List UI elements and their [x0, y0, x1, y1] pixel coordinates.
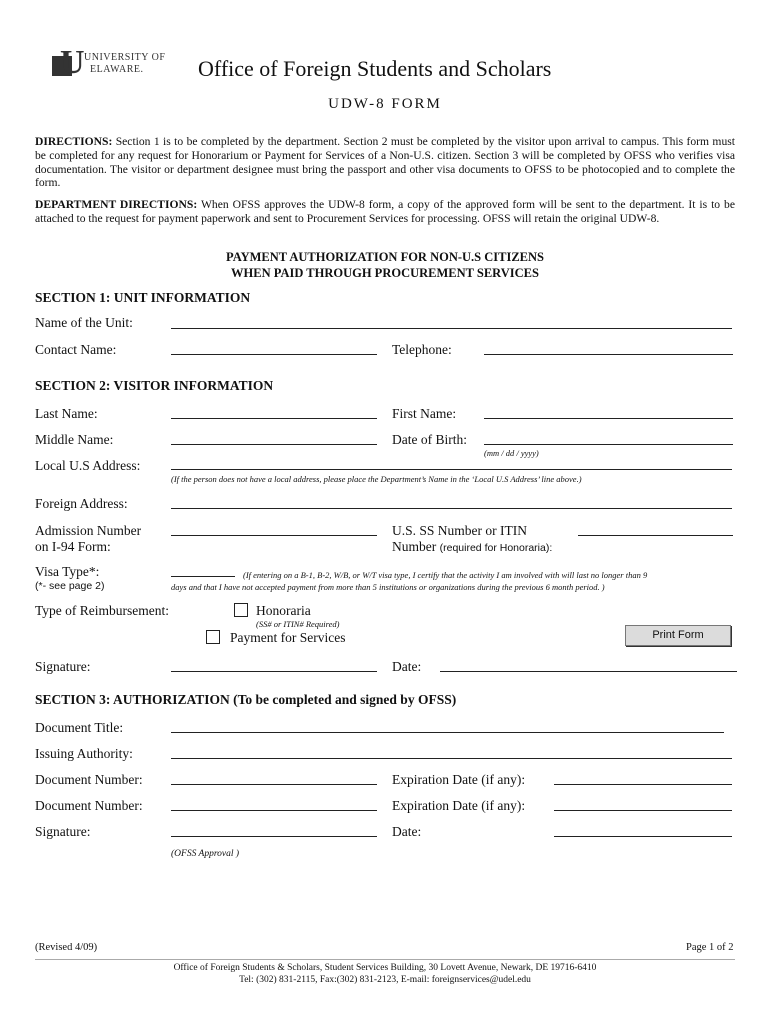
admission-number-label-2: on I-94 Form: [35, 539, 111, 554]
reimbursement-type-label: Type of Reimbursement: [35, 603, 170, 618]
visitor-date-label: Date: [392, 659, 422, 674]
section-2-title: SECTION 2: VISITOR INFORMATION [35, 378, 274, 393]
ssn-hint: (required for Honoraria): [439, 542, 553, 554]
visa-certification-line-2: days and that I have not accepted payment from more than 5 institutions or organizations during the previous 6 month period. ) [171, 582, 605, 592]
middle-name-label: Middle Name: [35, 432, 114, 447]
local-address-label: Local U.S Address: [35, 458, 141, 473]
ssn-field[interactable] [578, 535, 733, 536]
document-title-field[interactable] [171, 732, 724, 733]
ssn-label-1: U.S. SS Number or ITIN [392, 523, 527, 538]
last-name-label: Last Name: [35, 406, 98, 421]
first-name-label: First Name: [392, 406, 457, 421]
ofss-date-label: Date: [392, 824, 422, 839]
ofss-signature-field[interactable] [171, 836, 377, 837]
ssn-label-2 [392, 539, 552, 555]
issuing-authority-field[interactable] [171, 758, 732, 759]
honoraria-checkbox[interactable] [234, 603, 248, 617]
page-number: Page 1 of 2 [686, 942, 734, 953]
ssn-label-2-text: Number [392, 539, 437, 554]
document-number-2-field[interactable] [171, 810, 377, 811]
local-address-hint: (If the person does not have a local address, please place the Department’s Name in the ‘Local U.S Address’ line above.) [171, 474, 582, 484]
form-name: UDW-8 FORM [328, 96, 442, 112]
date-of-birth-hint: (mm / dd / yyyy) [484, 448, 539, 458]
telephone-field[interactable] [484, 354, 733, 355]
foreign-address-label: Foreign Address: [35, 496, 128, 511]
department-directions-paragraph [35, 198, 735, 226]
document-number-2-label: Document Number: [35, 798, 143, 813]
contact-name-field[interactable] [171, 354, 377, 355]
visitor-signature-field[interactable] [171, 671, 377, 672]
date-of-birth-field[interactable] [484, 444, 733, 445]
last-name-field[interactable] [171, 418, 377, 419]
visa-certification-line-1: (If entering on a B-1, B-2, W/B, or W/T visa type, I certify that the activity I am involved with will last no longer than 9 [243, 570, 648, 580]
heading-line-1: PAYMENT AUTHORIZATION FOR NON-U.S CITIZENS [226, 250, 544, 264]
print-form-button[interactable]: Print Form [625, 625, 731, 646]
foreign-address-field[interactable] [171, 508, 732, 509]
document-number-1-field[interactable] [171, 784, 377, 785]
section-3-title: SECTION 3: AUTHORIZATION (To be completed and signed by OFSS) [35, 692, 457, 707]
directions-paragraph [35, 135, 735, 190]
footer-address: Office of Foreign Students & Scholars, Student Services Building, 30 Lovett Avenue, Newark, DE 19716-6410 [173, 963, 597, 973]
honoraria-label: Honoraria [256, 603, 311, 618]
ud-logo-mark: U [60, 44, 85, 81]
expiration-date-1-field[interactable] [554, 784, 732, 785]
contact-name-label: Contact Name: [35, 342, 117, 357]
visitor-date-field[interactable] [440, 671, 737, 672]
payment-for-services-checkbox[interactable] [206, 630, 220, 644]
visa-type-label: Visa Type*: [35, 564, 100, 579]
footer-divider [35, 959, 735, 960]
directions-label: DIRECTIONS: [35, 135, 113, 148]
footer-contact: Tel: (302) 831-2115, Fax:(302) 831-2123, E-mail: foreignservices@udel.edu [239, 975, 531, 985]
date-of-birth-label: Date of Birth: [392, 432, 467, 447]
revised-date: (Revised 4/09) [35, 942, 98, 953]
visa-type-field[interactable] [171, 576, 235, 577]
payment-for-services-label: Payment for Services [230, 630, 346, 645]
ofss-date-field[interactable] [554, 836, 732, 837]
document-number-1-label: Document Number: [35, 772, 143, 787]
unit-name-label: Name of the Unit: [35, 315, 133, 330]
expiration-date-1-label: Expiration Date (if any): [392, 772, 526, 787]
department-directions-label: DEPARTMENT DIRECTIONS: [35, 198, 198, 211]
middle-name-field[interactable] [171, 444, 377, 445]
directions-text: Section 1 is to be completed by the department. Section 2 must be completed by the visitor upon arrival to campus. This form must be completed for any request for Honorarium or Payment for Services of a Non-U.S. citizen. Section 3 will be completed by OFSS who verifies visa documentation. The visitor or department designee must bring the passport and other visa documents to OFSS to be photocopied and to complete the form. [35, 135, 735, 190]
heading-line-2: WHEN PAID THROUGH PROCUREMENT SERVICES [231, 266, 539, 280]
document-title-label: Document Title: [35, 720, 124, 735]
department-directions-text: When OFSS approves the UDW-8 form, a copy of the approved form will be sent to the department. It is to be attached to the request for payment paperwork and sent to Procurement Services for processing. OFSS will retain the original UDW-8. [35, 198, 735, 225]
visitor-signature-label: Signature: [35, 659, 91, 674]
first-name-field[interactable] [484, 418, 733, 419]
page-title: Office of Foreign Students and Scholars [198, 56, 552, 81]
local-address-field[interactable] [171, 469, 732, 470]
telephone-label: Telephone: [392, 342, 452, 357]
admission-number-label-1: Admission Number [35, 523, 142, 538]
expiration-date-2-label: Expiration Date (if any): [392, 798, 526, 813]
logo-line-1: UNIVERSITY OF [84, 52, 166, 63]
logo-line-2: ELAWARE. [90, 64, 144, 75]
honoraria-hint: (SS# or ITIN# Required) [256, 619, 340, 629]
admission-number-field[interactable] [171, 535, 377, 536]
ofss-signature-label: Signature: [35, 824, 91, 839]
section-1-title: SECTION 1: UNIT INFORMATION [35, 290, 251, 305]
issuing-authority-label: Issuing Authority: [35, 746, 133, 761]
unit-name-field[interactable] [171, 328, 732, 329]
ofss-approval-hint: (OFSS Approval ) [171, 849, 240, 859]
visa-type-note: (*- see page 2) [35, 580, 105, 592]
expiration-date-2-field[interactable] [554, 810, 732, 811]
